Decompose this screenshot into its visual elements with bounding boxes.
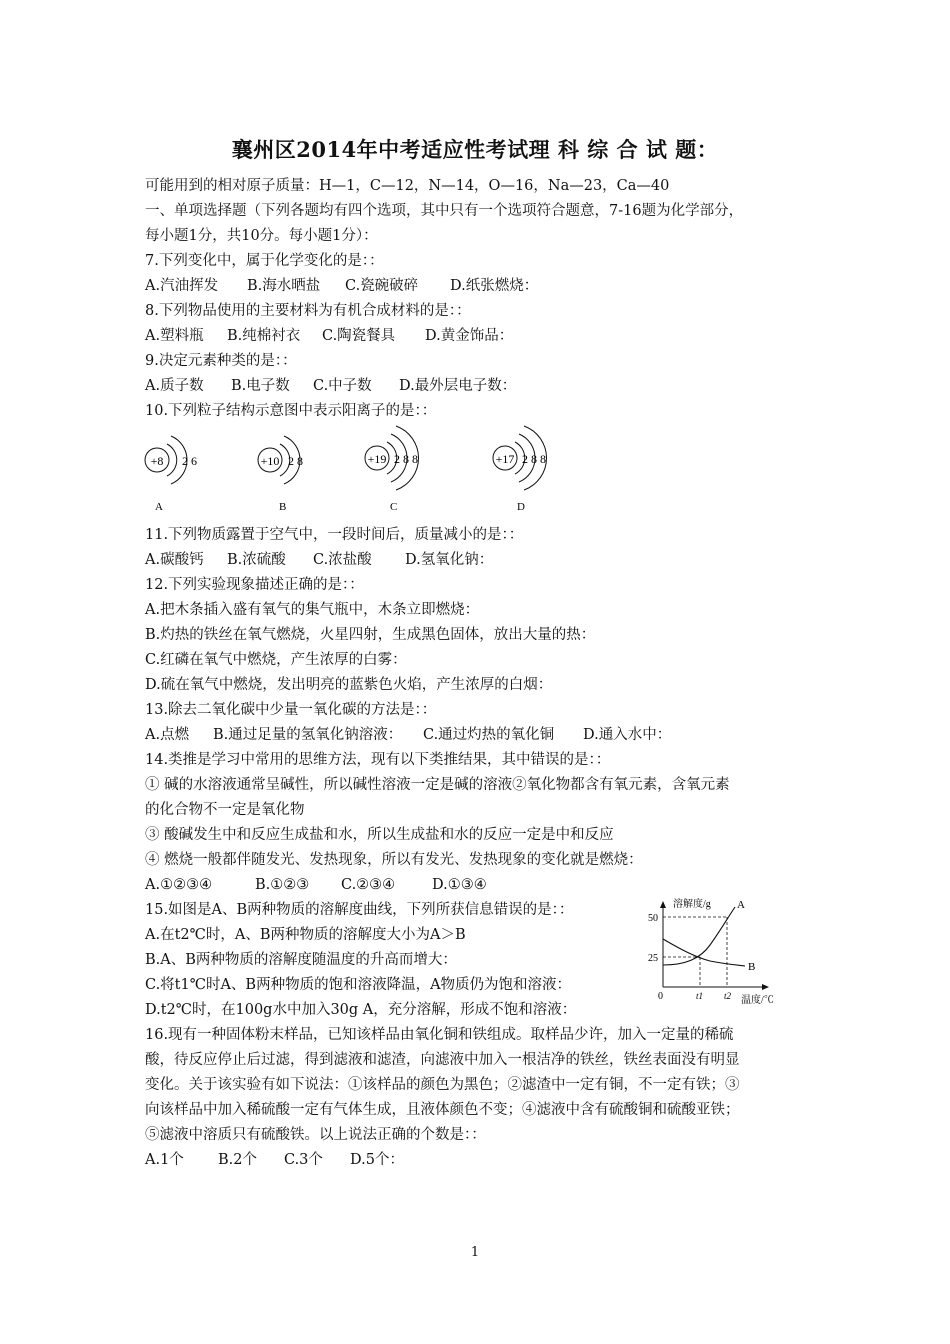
q9-option-c: C.中子数: [313, 378, 372, 394]
atom-b-shells: 2 8: [288, 454, 303, 468]
q16-option-b: B.2个: [218, 1152, 257, 1168]
q14-option-a: A.①②③④: [145, 877, 213, 893]
page-number: 1: [470, 1245, 480, 1260]
q14-statement-4: ④ 燃烧一般都伴随发光、发热现象，所以有发光、发热现象的变化就是燃烧：: [145, 852, 643, 868]
atom-diagram-b: [258, 436, 303, 513]
q13-option-a: A.点燃: [145, 727, 190, 743]
q11-stem: 11.下列物质露置于空气中，一段时间后，质量减小的是：：: [145, 527, 524, 543]
q11-option-d: D.氢氧化钠：: [405, 552, 494, 568]
q9-option-a: A.质子数: [145, 378, 204, 394]
q16-options: [145, 1150, 404, 1170]
curve-b-label: B: [748, 961, 756, 973]
q14-statement-3: ③ 酸碱发生中和反应生成盐和水，所以生成盐和水的反应一定是中和反应: [145, 827, 614, 843]
q14-options: [145, 875, 487, 895]
atom-a-label: A: [155, 501, 163, 513]
atom-diagram-a: [145, 436, 197, 513]
q11-option-c: C.浓盐酸: [313, 552, 372, 568]
solubility-curve-graph: [645, 895, 795, 1007]
q12-option-b: B.灼热的铁丝在氧气燃烧，火星四射，生成黑色固体，放出大量的热：: [145, 627, 596, 643]
q13-stem: 13.除去二氧化碳中少量一氧化碳的方法是：：: [145, 702, 437, 718]
q14-option-b: B.①②③: [255, 877, 310, 893]
graph-tick-t2: t2: [724, 991, 732, 1001]
q7-option-b: B.海水晒盐: [247, 278, 321, 294]
graph-tick-t1: t1: [696, 991, 704, 1001]
curve-a-label: A: [737, 899, 745, 911]
q16-stem-line4: 向该样品中加入稀硫酸一定有气体生成，且液体颜色不变；④滤液中含有硫酸铜和硫酸亚铁；: [145, 1102, 740, 1118]
q15-option-b: B.A、B两种物质的溶解度随温度的升高而增大：: [145, 952, 457, 968]
atom-diagram-c: [365, 426, 419, 513]
q16-option-d: D.5个：: [350, 1152, 404, 1168]
q8-option-a: A.塑料瓶: [145, 328, 204, 344]
atom-d-label: D: [517, 501, 525, 513]
section-heading: 一、单项选择题（下列各题均有四个选项，其中只有一个选项符合题意，7-16题为化学部分，: [145, 203, 744, 219]
q15-option-c: C.将t1℃时A、B两种物质的饱和溶液降温，A物质仍为饱和溶液：: [145, 977, 572, 993]
q9-stem: 9.决定元素种类的是：：: [145, 353, 297, 369]
q7-options: [145, 276, 538, 296]
graph-y-axis-label: 溶解度/g: [673, 899, 711, 910]
q7-stem: 7.下列变化中，属于化学变化的是：：: [145, 253, 384, 269]
atom-c-nucleus: +19: [367, 452, 387, 466]
q14-option-d: D.①③④: [432, 877, 487, 893]
atom-structure-diagrams: [140, 420, 580, 520]
q8-option-b: B.纯棉衬衣: [227, 328, 301, 344]
q12-option-a: A.把木条插入盛有氧气的集气瓶中，木条立即燃烧：: [145, 602, 480, 618]
page-title: 襄州区2014年中考适应性考试理 科 综 合 试 题：: [231, 137, 719, 162]
q14-stem: 14.类推是学习中常用的思维方法，现有以下类推结果，其中错误的是：：: [145, 752, 611, 768]
q8-options: [145, 326, 513, 346]
q14-statement-1-cont: 的化合物不一定是氧化物: [145, 802, 305, 818]
q13-option-b: B.通过足量的氢氧化钠溶液：: [213, 727, 403, 743]
q11-options: [145, 550, 493, 570]
q15-option-a: A.在t2℃时，A、B两种物质的溶解度大小为A＞B: [145, 927, 466, 943]
q11-option-b: B.浓硫酸: [227, 552, 286, 568]
atom-a-nucleus: +8: [150, 454, 164, 468]
q9-option-d: D.最外层电子数：: [399, 378, 517, 394]
q13-options: [145, 725, 671, 745]
q15-stem: 15.如图是A、B两种物质的溶解度曲线，下列所获信息错误的是：：: [145, 902, 574, 918]
q9-options: [145, 376, 516, 396]
atomic-mass-line: 可能用到的相对原子质量：H—1，C—12，N—14，O—16，Na—23，Ca—40: [145, 178, 670, 194]
q14-option-c: C.②③④: [341, 877, 396, 893]
q8-option-c: C.陶瓷餐具: [322, 328, 396, 344]
atom-diagram-d: [493, 426, 547, 513]
atom-a-shells: 2 6: [182, 454, 197, 468]
curve-a: [663, 907, 735, 965]
q16-stem-line1: 16.现有一种固体粉末样品，已知该样品由氧化铜和铁组成。取样品少许，加入一定量的稀硫: [145, 1027, 734, 1043]
atom-c-label: C: [390, 501, 398, 513]
q8-option-d: D.黄金饰品：: [425, 328, 514, 344]
atom-d-nucleus: +17: [495, 452, 515, 466]
graph-x-axis-label: 温度/℃: [741, 995, 774, 1006]
atom-c-shells: 2 8 8: [394, 452, 418, 466]
q7-option-d: D.纸张燃烧：: [450, 278, 539, 294]
q12-option-c: C.红磷在氧气中燃烧，产生浓厚的白雾：: [145, 652, 407, 668]
graph-tick-25: 25: [648, 953, 658, 964]
q16-option-a: A.1个: [145, 1152, 184, 1168]
q13-option-d: D.通入水中：: [583, 727, 672, 743]
q7-option-a: A.汽油挥发: [145, 278, 219, 294]
atom-b-nucleus: +10: [260, 454, 280, 468]
q12-stem: 12.下列实验现象描述正确的是：：: [145, 577, 364, 593]
q13-option-c: C.通过灼热的氧化铜: [423, 727, 555, 743]
q16-stem-line2: 酸，待反应停止后过滤，得到滤液和滤渣，向滤液中加入一根洁净的铁丝，铁丝表面没有明显: [145, 1052, 740, 1068]
q12-option-d: D.硫在氧气中燃烧，发出明亮的蓝紫色火焰，产生浓厚的白烟：: [145, 677, 553, 693]
atom-b-label: B: [279, 501, 287, 513]
graph-origin: 0: [658, 991, 663, 1002]
q11-option-a: A.碳酸钙: [145, 552, 204, 568]
q8-stem: 8.下列物品使用的主要材料为有机合成材料的是：：: [145, 303, 471, 319]
q16-option-c: C.3个: [284, 1152, 323, 1168]
q7-option-c: C.瓷碗破碎: [345, 278, 419, 294]
graph-tick-50: 50: [648, 913, 658, 924]
q15-option-d: D.t2℃时，在100g水中加入30g A，充分溶解，形成不饱和溶液：: [145, 1002, 577, 1018]
q10-stem: 10.下列粒子结构示意图中表示阳离子的是：：: [145, 403, 437, 419]
atom-d-shells: 2 8 8: [522, 452, 546, 466]
q16-stem-line5: ⑤滤液中溶质只有硫酸铁。以上说法正确的个数是：：: [145, 1127, 486, 1143]
q16-stem-line3: 变化。关于该实验有如下说法：①该样品的颜色为黑色；②滤渣中一定有铜，不一定有铁；③: [145, 1077, 740, 1093]
q9-option-b: B.电子数: [231, 378, 290, 394]
section-heading-cont: 每小题1分，共10分。每小题1分）：: [145, 228, 378, 244]
q14-statement-1: ① 碱的水溶液通常呈碱性，所以碱性溶液一定是碱的溶液②氧化物都含有氧元素，含氧元素: [145, 777, 730, 793]
